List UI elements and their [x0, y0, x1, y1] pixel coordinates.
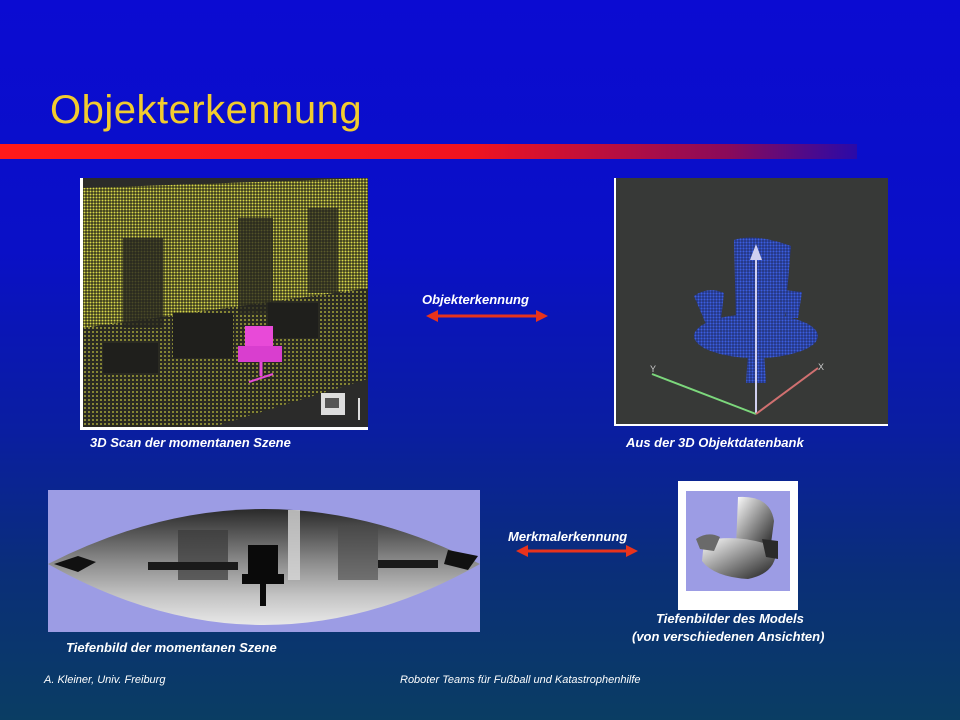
- y-axis-label: Y: [650, 364, 657, 374]
- object-recognition-label: Objekterkennung: [422, 292, 529, 307]
- feature-recognition-label: Merkmalerkennung: [508, 529, 628, 544]
- depth-panorama: [48, 490, 480, 632]
- slide-title: Objekterkennung: [50, 88, 363, 132]
- footer-author: A. Kleiner, Univ. Freiburg: [44, 674, 166, 686]
- depth-scene-caption: Tiefenbild der momentanen Szene: [66, 640, 277, 655]
- double-arrow-icon: [516, 541, 638, 561]
- model-depth-chair: [678, 481, 798, 610]
- database-caption: Aus der 3D Objektdatenbank: [626, 435, 804, 450]
- footer-talk-title: Roboter Teams für Fußball und Katastrophenhilfe: [400, 674, 641, 686]
- chair-model-render: [616, 178, 888, 426]
- scan-caption: 3D Scan der momentanen Szene: [90, 435, 291, 450]
- model-caption-line2: (von verschiedenen Ansichten): [632, 629, 825, 644]
- x-axis-label: X: [818, 362, 825, 372]
- scan-3d-pointcloud: [83, 178, 368, 430]
- object-database-image: [614, 178, 888, 426]
- scan-3d-image: [80, 178, 368, 430]
- double-arrow-icon: [426, 306, 548, 326]
- model-depth-image: [678, 481, 798, 610]
- model-caption-line1: Tiefenbilder des Models: [656, 611, 804, 626]
- title-underline-bar: [0, 144, 857, 159]
- depth-image-scene: [48, 490, 480, 632]
